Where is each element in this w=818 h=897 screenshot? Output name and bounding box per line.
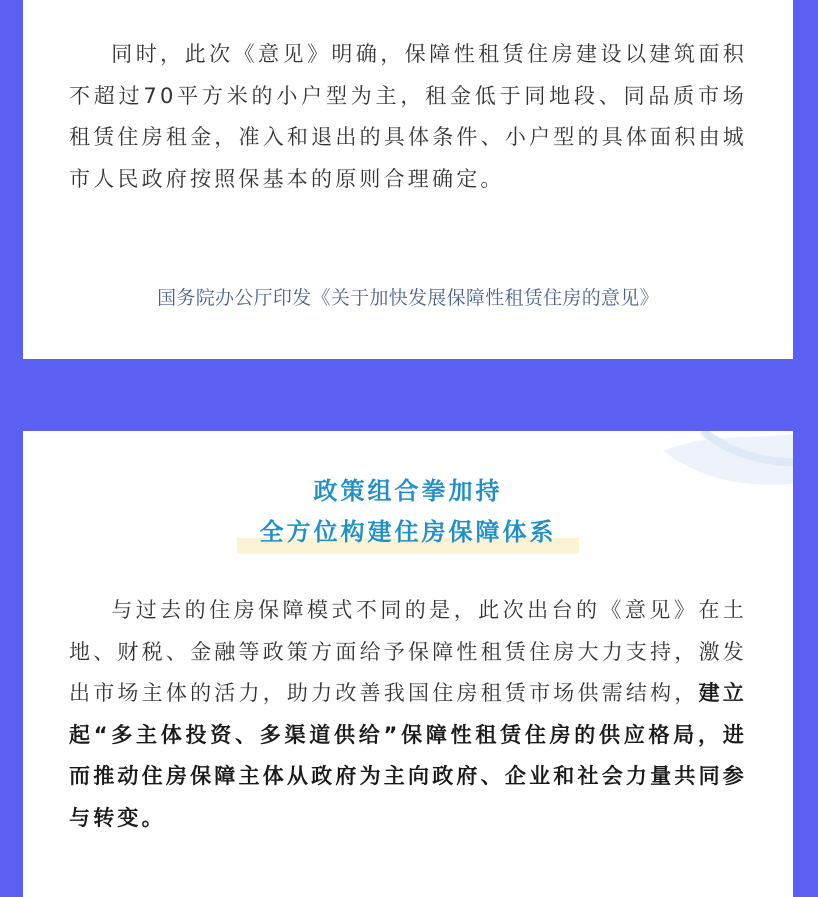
bottom-card: [23, 431, 793, 897]
section-heading-line1: 政策组合拳加持: [313, 476, 503, 505]
bottom-paragraph-bold: 建立起“多主体投资、多渠道供给”保障性租赁住房的供应格局，进而推动住房保障主体从政府为主向政府、企业和社会力量共同参与转变。: [69, 681, 747, 830]
top-paragraph-text: 同时，此次《意见》明确，保障性租赁住房建设以建筑面积不超过70平方米的小户型为主，租金低于同地段、同品质市场租赁住房租金，准入和退出的具体条件、小户型的具体面积由城市人民政府按照保基本的原则合理确定。: [69, 42, 747, 191]
top-card: [23, 0, 793, 359]
bottom-paragraph-normal: 与过去的住房保障模式不同的是，此次出台的《意见》在土地、财税、金融等政策方面给予保障性租赁住房大力支持，激发出市场主体的活力，助力改善我国住房租赁市场供需结构，: [69, 598, 747, 705]
bottom-paragraph: [69, 590, 747, 839]
source-caption: 国务院办公厅印发《关于加快发展保障性租赁住房的意见》: [157, 287, 659, 309]
section-heading-line2: 全方位构建住房保障体系: [259, 517, 557, 546]
top-paragraph: [69, 34, 747, 200]
